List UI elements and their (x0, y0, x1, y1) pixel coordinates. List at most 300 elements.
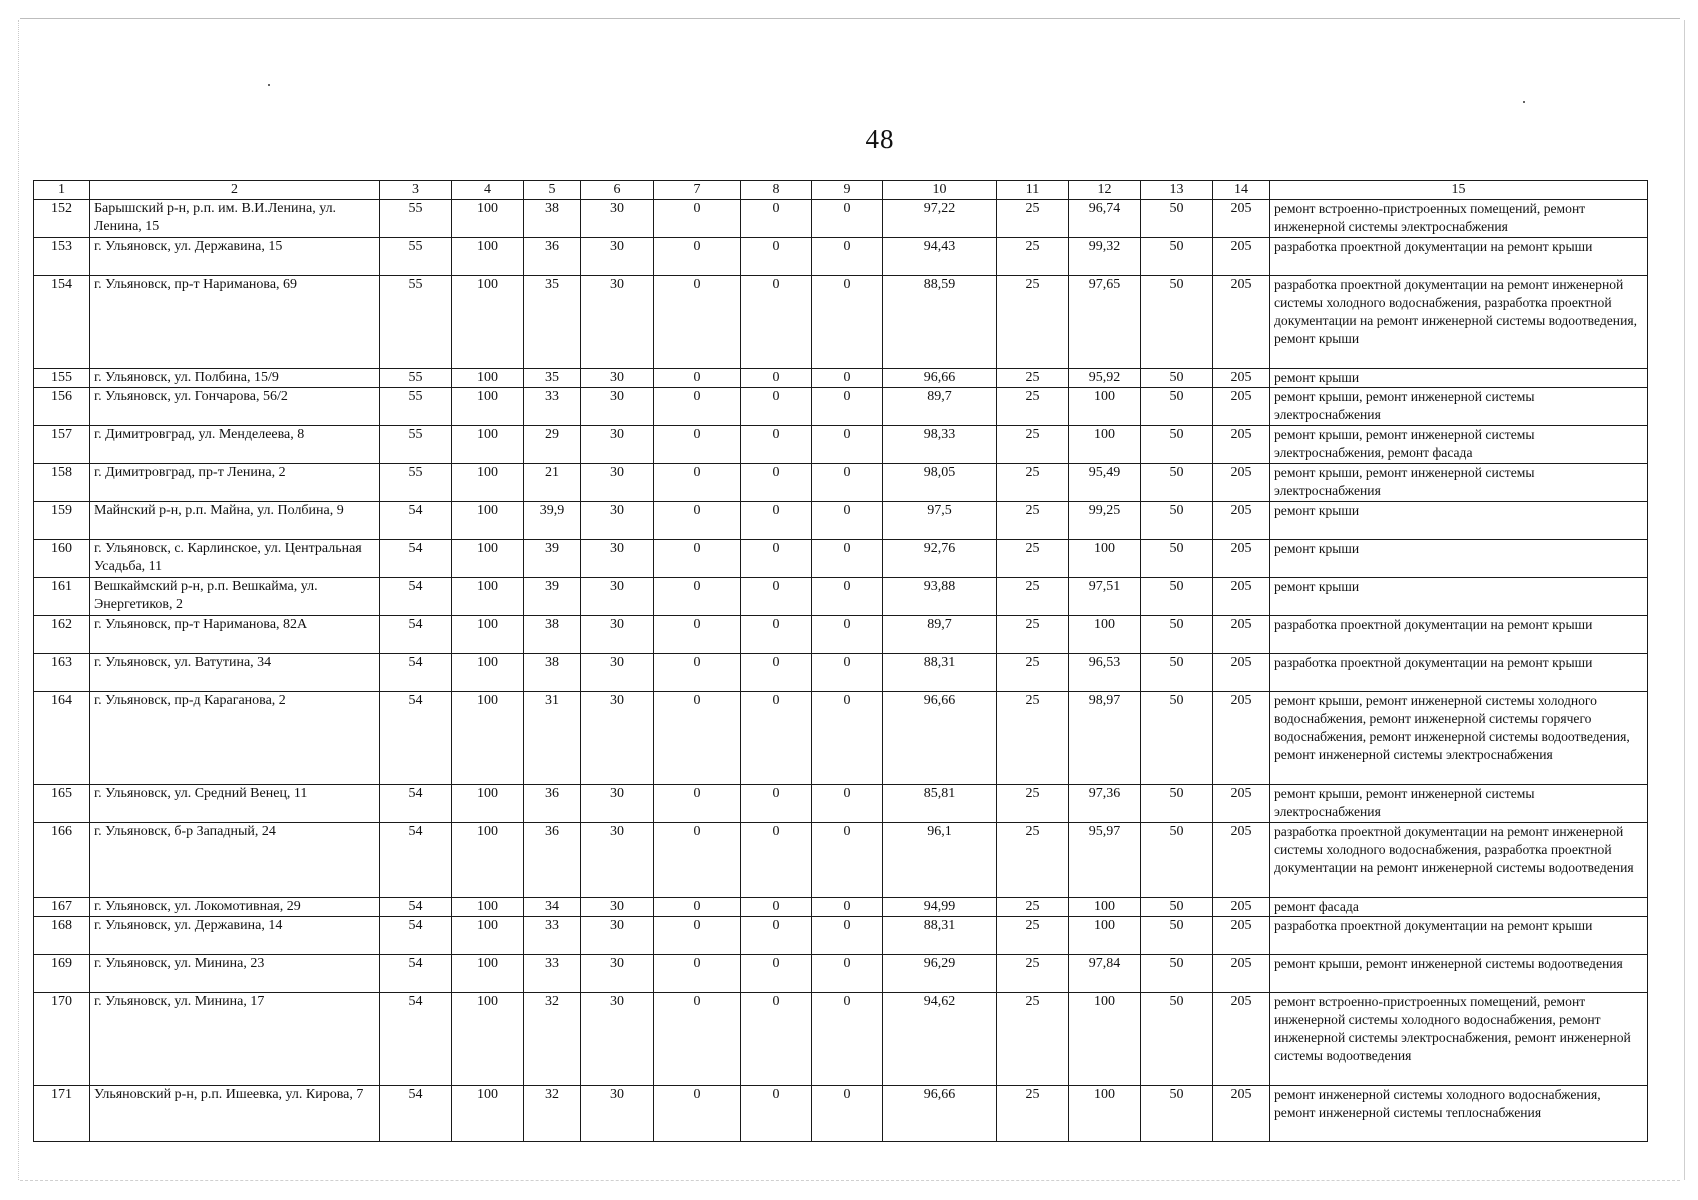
work-type-cell: ремонт крыши, ремонт инженерной системы электроснабжения (1270, 464, 1648, 502)
address-cell: Барышский р-н, р.п. им. В.И.Ленина, ул. Ленина, 15 (90, 200, 380, 238)
value-cell: 54 (380, 955, 452, 993)
value-cell: 100 (452, 464, 524, 502)
value-cell: 0 (741, 785, 812, 823)
column-header: 14 (1213, 181, 1270, 200)
address-cell: Вешкаймский р-н, р.п. Вешкайма, ул. Энергетиков, 2 (90, 578, 380, 616)
address-cell: г. Ульяновск, ул. Минина, 17 (90, 993, 380, 1086)
value-cell: 205 (1213, 898, 1270, 917)
value-cell: 0 (741, 426, 812, 464)
work-type-cell: ремонт крыши, ремонт инженерной системы электроснабжения (1270, 388, 1648, 426)
table-row (34, 616, 1648, 654)
value-cell: 30 (581, 692, 654, 785)
value-cell: 205 (1213, 540, 1270, 578)
value-cell: 0 (654, 898, 741, 917)
value-cell: 54 (380, 785, 452, 823)
value-cell: 25 (997, 654, 1069, 692)
value-cell: 54 (380, 1086, 452, 1142)
value-cell: 100 (452, 426, 524, 464)
row-number-cell: 155 (34, 369, 90, 388)
row-number-cell: 153 (34, 238, 90, 276)
value-cell: 94,43 (883, 238, 997, 276)
column-header: 4 (452, 181, 524, 200)
value-cell: 32 (524, 1086, 581, 1142)
value-cell: 50 (1141, 540, 1213, 578)
table-row (34, 369, 1648, 388)
value-cell: 30 (581, 917, 654, 955)
value-cell: 30 (581, 654, 654, 692)
value-cell: 0 (812, 388, 883, 426)
value-cell: 0 (654, 426, 741, 464)
table-row (34, 578, 1648, 616)
work-type-cell: разработка проектной документации на ремонт крыши (1270, 616, 1648, 654)
value-cell: 50 (1141, 200, 1213, 238)
value-cell: 25 (997, 540, 1069, 578)
value-cell: 30 (581, 426, 654, 464)
row-number-cell: 158 (34, 464, 90, 502)
value-cell: 25 (997, 955, 1069, 993)
table-row (34, 426, 1648, 464)
value-cell: 100 (452, 540, 524, 578)
value-cell: 205 (1213, 955, 1270, 993)
value-cell: 100 (1069, 917, 1141, 955)
value-cell: 100 (452, 917, 524, 955)
value-cell: 30 (581, 276, 654, 369)
value-cell: 29 (524, 426, 581, 464)
value-cell: 205 (1213, 1086, 1270, 1142)
value-cell: 33 (524, 917, 581, 955)
value-cell: 205 (1213, 276, 1270, 369)
value-cell: 0 (812, 898, 883, 917)
page-number: 48 (865, 124, 895, 154)
value-cell: 50 (1141, 502, 1213, 540)
value-cell: 0 (812, 426, 883, 464)
value-cell: 0 (654, 917, 741, 955)
value-cell: 30 (581, 993, 654, 1086)
value-cell: 30 (581, 464, 654, 502)
value-cell: 0 (812, 654, 883, 692)
value-cell: 100 (1069, 1086, 1141, 1142)
row-number-cell: 159 (34, 502, 90, 540)
value-cell: 0 (812, 369, 883, 388)
value-cell: 205 (1213, 388, 1270, 426)
value-cell: 96,29 (883, 955, 997, 993)
value-cell: 30 (581, 200, 654, 238)
value-cell: 55 (380, 276, 452, 369)
column-header: 10 (883, 181, 997, 200)
table-row (34, 502, 1648, 540)
value-cell: 97,36 (1069, 785, 1141, 823)
value-cell: 25 (997, 464, 1069, 502)
value-cell: 32 (524, 993, 581, 1086)
address-cell: г. Ульяновск, пр-т Нариманова, 69 (90, 276, 380, 369)
value-cell: 0 (812, 502, 883, 540)
value-cell: 0 (741, 917, 812, 955)
value-cell: 205 (1213, 917, 1270, 955)
value-cell: 97,5 (883, 502, 997, 540)
scan-speck (268, 84, 270, 86)
value-cell: 96,1 (883, 823, 997, 898)
scan-edge-bottom (20, 1180, 1680, 1181)
column-header: 7 (654, 181, 741, 200)
value-cell: 95,49 (1069, 464, 1141, 502)
value-cell: 100 (1069, 388, 1141, 426)
value-cell: 25 (997, 276, 1069, 369)
value-cell: 0 (741, 464, 812, 502)
value-cell: 205 (1213, 578, 1270, 616)
value-cell: 25 (997, 692, 1069, 785)
column-header: 13 (1141, 181, 1213, 200)
value-cell: 55 (380, 426, 452, 464)
value-cell: 38 (524, 200, 581, 238)
row-number-cell: 168 (34, 917, 90, 955)
value-cell: 205 (1213, 238, 1270, 276)
value-cell: 50 (1141, 464, 1213, 502)
value-cell: 100 (452, 785, 524, 823)
address-cell: г. Ульяновск, с. Карлинское, ул. Центральная Усадьба, 11 (90, 540, 380, 578)
value-cell: 0 (812, 692, 883, 785)
value-cell: 33 (524, 388, 581, 426)
value-cell: 96,74 (1069, 200, 1141, 238)
scan-edge-left (18, 20, 19, 1180)
value-cell: 0 (741, 1086, 812, 1142)
row-number-cell: 162 (34, 616, 90, 654)
value-cell: 30 (581, 238, 654, 276)
value-cell: 50 (1141, 616, 1213, 654)
value-cell: 35 (524, 276, 581, 369)
row-number-cell: 152 (34, 200, 90, 238)
value-cell: 30 (581, 502, 654, 540)
value-cell: 100 (1069, 616, 1141, 654)
scan-edge-top (20, 18, 1680, 19)
value-cell: 25 (997, 426, 1069, 464)
value-cell: 100 (452, 502, 524, 540)
value-cell: 89,7 (883, 616, 997, 654)
row-number-cell: 170 (34, 993, 90, 1086)
value-cell: 50 (1141, 388, 1213, 426)
value-cell: 100 (1069, 993, 1141, 1086)
work-type-cell: ремонт крыши (1270, 502, 1648, 540)
value-cell: 34 (524, 898, 581, 917)
value-cell: 50 (1141, 917, 1213, 955)
value-cell: 0 (812, 1086, 883, 1142)
value-cell: 88,31 (883, 654, 997, 692)
value-cell: 205 (1213, 993, 1270, 1086)
work-type-cell: ремонт встроенно-пристроенных помещений, ремонт инженерной системы электроснабжения (1270, 200, 1648, 238)
value-cell: 25 (997, 785, 1069, 823)
value-cell: 30 (581, 616, 654, 654)
value-cell: 98,33 (883, 426, 997, 464)
value-cell: 0 (741, 388, 812, 426)
work-type-cell: ремонт крыши, ремонт инженерной системы водоотведения (1270, 955, 1648, 993)
value-cell: 92,76 (883, 540, 997, 578)
value-cell: 94,99 (883, 898, 997, 917)
table-row (34, 823, 1648, 898)
address-cell: г. Ульяновск, ул. Минина, 23 (90, 955, 380, 993)
table-row (34, 540, 1648, 578)
value-cell: 30 (581, 388, 654, 426)
work-type-cell: ремонт инженерной системы холодного водоснабжения, ремонт инженерной системы теплоснабжения (1270, 1086, 1648, 1142)
address-cell: г. Ульяновск, ул. Полбина, 15/9 (90, 369, 380, 388)
value-cell: 31 (524, 692, 581, 785)
table-row (34, 654, 1648, 692)
value-cell: 50 (1141, 654, 1213, 692)
value-cell: 30 (581, 1086, 654, 1142)
value-cell: 0 (654, 369, 741, 388)
value-cell: 0 (654, 654, 741, 692)
value-cell: 35 (524, 369, 581, 388)
value-cell: 54 (380, 993, 452, 1086)
table-row (34, 200, 1648, 238)
value-cell: 0 (812, 276, 883, 369)
value-cell: 0 (812, 238, 883, 276)
value-cell: 0 (654, 502, 741, 540)
value-cell: 98,05 (883, 464, 997, 502)
value-cell: 36 (524, 238, 581, 276)
address-cell: Майнский р-н, р.п. Майна, ул. Полбина, 9 (90, 502, 380, 540)
value-cell: 50 (1141, 692, 1213, 785)
value-cell: 99,25 (1069, 502, 1141, 540)
value-cell: 85,81 (883, 785, 997, 823)
value-cell: 100 (452, 388, 524, 426)
value-cell: 0 (654, 692, 741, 785)
table-row (34, 898, 1648, 917)
value-cell: 0 (741, 578, 812, 616)
value-cell: 100 (452, 654, 524, 692)
value-cell: 33 (524, 955, 581, 993)
value-cell: 25 (997, 823, 1069, 898)
value-cell: 0 (812, 785, 883, 823)
row-number-cell: 160 (34, 540, 90, 578)
value-cell: 25 (997, 898, 1069, 917)
address-cell: г. Ульяновск, пр-т Нариманова, 82А (90, 616, 380, 654)
work-type-cell: ремонт крыши (1270, 578, 1648, 616)
value-cell: 96,66 (883, 369, 997, 388)
value-cell: 205 (1213, 616, 1270, 654)
value-cell: 0 (741, 898, 812, 917)
value-cell: 25 (997, 388, 1069, 426)
address-cell: г. Ульяновск, ул. Державина, 15 (90, 238, 380, 276)
value-cell: 88,31 (883, 917, 997, 955)
value-cell: 25 (997, 502, 1069, 540)
address-cell: г. Ульяновск, ул. Ватутина, 34 (90, 654, 380, 692)
column-header: 2 (90, 181, 380, 200)
row-number-cell: 154 (34, 276, 90, 369)
value-cell: 30 (581, 578, 654, 616)
value-cell: 205 (1213, 369, 1270, 388)
header-row (34, 181, 1648, 200)
value-cell: 97,22 (883, 200, 997, 238)
value-cell: 0 (741, 692, 812, 785)
value-cell: 55 (380, 238, 452, 276)
value-cell: 100 (1069, 426, 1141, 464)
value-cell: 95,97 (1069, 823, 1141, 898)
work-type-cell: ремонт крыши (1270, 369, 1648, 388)
table-row (34, 785, 1648, 823)
table-row (34, 388, 1648, 426)
value-cell: 100 (452, 238, 524, 276)
value-cell: 0 (741, 276, 812, 369)
value-cell: 38 (524, 654, 581, 692)
value-cell: 54 (380, 917, 452, 955)
value-cell: 100 (452, 993, 524, 1086)
value-cell: 30 (581, 823, 654, 898)
value-cell: 0 (812, 823, 883, 898)
value-cell: 99,32 (1069, 238, 1141, 276)
value-cell: 0 (812, 540, 883, 578)
row-number-cell: 167 (34, 898, 90, 917)
address-cell: г. Ульяновск, пр-д Караганова, 2 (90, 692, 380, 785)
value-cell: 0 (654, 540, 741, 578)
row-number-cell: 166 (34, 823, 90, 898)
value-cell: 100 (1069, 898, 1141, 917)
row-number-cell: 157 (34, 426, 90, 464)
value-cell: 0 (654, 238, 741, 276)
value-cell: 54 (380, 654, 452, 692)
value-cell: 205 (1213, 785, 1270, 823)
column-header: 9 (812, 181, 883, 200)
table-row (34, 238, 1648, 276)
row-number-cell: 163 (34, 654, 90, 692)
value-cell: 30 (581, 540, 654, 578)
value-cell: 94,62 (883, 993, 997, 1086)
value-cell: 55 (380, 200, 452, 238)
value-cell: 55 (380, 388, 452, 426)
table-row (34, 276, 1648, 369)
value-cell: 54 (380, 540, 452, 578)
value-cell: 0 (741, 823, 812, 898)
work-type-cell: разработка проектной документации на ремонт крыши (1270, 654, 1648, 692)
value-cell: 54 (380, 898, 452, 917)
column-header: 5 (524, 181, 581, 200)
value-cell: 36 (524, 823, 581, 898)
value-cell: 100 (452, 692, 524, 785)
value-cell: 50 (1141, 578, 1213, 616)
row-number-cell: 164 (34, 692, 90, 785)
work-type-cell: разработка проектной документации на ремонт крыши (1270, 917, 1648, 955)
value-cell: 0 (654, 200, 741, 238)
value-cell: 0 (812, 955, 883, 993)
table-row (34, 955, 1648, 993)
value-cell: 0 (741, 616, 812, 654)
value-cell: 0 (654, 955, 741, 993)
value-cell: 25 (997, 1086, 1069, 1142)
value-cell: 0 (654, 276, 741, 369)
scan-speck (1523, 101, 1525, 103)
row-number-cell: 169 (34, 955, 90, 993)
value-cell: 54 (380, 578, 452, 616)
value-cell: 0 (741, 369, 812, 388)
data-table (33, 180, 1648, 1142)
table-row (34, 993, 1648, 1086)
value-cell: 0 (812, 616, 883, 654)
address-cell: Ульяновский р-н, р.п. Ишеевка, ул. Кирова, 7 (90, 1086, 380, 1142)
column-header: 12 (1069, 181, 1141, 200)
value-cell: 30 (581, 955, 654, 993)
value-cell: 55 (380, 464, 452, 502)
value-cell: 55 (380, 369, 452, 388)
value-cell: 0 (654, 823, 741, 898)
value-cell: 25 (997, 917, 1069, 955)
work-type-cell: ремонт крыши (1270, 540, 1648, 578)
value-cell: 96,53 (1069, 654, 1141, 692)
scan-edge-right (1684, 20, 1685, 1180)
work-type-cell: разработка проектной документации на ремонт инженерной системы холодного водоснабжения, разработка проектной документации на ремонт инженерной системы водоотведения, ремонт крыши (1270, 276, 1648, 369)
row-number-cell: 165 (34, 785, 90, 823)
value-cell: 100 (452, 898, 524, 917)
value-cell: 0 (812, 993, 883, 1086)
value-cell: 54 (380, 616, 452, 654)
value-cell: 205 (1213, 200, 1270, 238)
value-cell: 21 (524, 464, 581, 502)
address-cell: г. Димитровград, пр-т Ленина, 2 (90, 464, 380, 502)
column-header: 8 (741, 181, 812, 200)
value-cell: 50 (1141, 898, 1213, 917)
value-cell: 0 (654, 388, 741, 426)
value-cell: 100 (1069, 540, 1141, 578)
value-cell: 0 (741, 993, 812, 1086)
address-cell: г. Ульяновск, ул. Державина, 14 (90, 917, 380, 955)
value-cell: 0 (654, 578, 741, 616)
value-cell: 0 (654, 616, 741, 654)
column-header: 15 (1270, 181, 1648, 200)
value-cell: 96,66 (883, 1086, 997, 1142)
value-cell: 0 (741, 502, 812, 540)
value-cell: 25 (997, 238, 1069, 276)
work-type-cell: разработка проектной документации на ремонт инженерной системы холодного водоснабжения, разработка проектной документации на ремонт инженерной системы водоотведения (1270, 823, 1648, 898)
value-cell: 39 (524, 540, 581, 578)
value-cell: 93,88 (883, 578, 997, 616)
row-number-cell: 161 (34, 578, 90, 616)
value-cell: 96,66 (883, 692, 997, 785)
value-cell: 0 (812, 200, 883, 238)
column-header: 6 (581, 181, 654, 200)
value-cell: 0 (812, 578, 883, 616)
work-type-cell: ремонт крыши, ремонт инженерной системы электроснабжения, ремонт фасада (1270, 426, 1648, 464)
value-cell: 205 (1213, 426, 1270, 464)
value-cell: 100 (452, 1086, 524, 1142)
address-cell: г. Ульяновск, ул. Средний Венец, 11 (90, 785, 380, 823)
value-cell: 50 (1141, 785, 1213, 823)
value-cell: 100 (452, 578, 524, 616)
value-cell: 54 (380, 502, 452, 540)
work-type-cell: ремонт крыши, ремонт инженерной системы холодного водоснабжения, ремонт инженерной системы горячего водоснабжения, ремонт инженерной системы водоотведения, ремонт инженерной системы электроснабжения (1270, 692, 1648, 785)
address-cell: г. Ульяновск, б-р Западный, 24 (90, 823, 380, 898)
value-cell: 30 (581, 785, 654, 823)
value-cell: 0 (812, 464, 883, 502)
address-cell: г. Ульяновск, ул. Гончарова, 56/2 (90, 388, 380, 426)
value-cell: 39,9 (524, 502, 581, 540)
value-cell: 205 (1213, 823, 1270, 898)
column-header: 3 (380, 181, 452, 200)
value-cell: 98,97 (1069, 692, 1141, 785)
value-cell: 0 (741, 200, 812, 238)
table-row (34, 917, 1648, 955)
value-cell: 0 (654, 464, 741, 502)
value-cell: 54 (380, 692, 452, 785)
row-number-cell: 156 (34, 388, 90, 426)
value-cell: 100 (452, 369, 524, 388)
work-type-cell: ремонт встроенно-пристроенных помещений, ремонт инженерной системы холодного водоснабжения, ремонт инженерной системы электроснабжения, ремонт инженерной системы водоотведения (1270, 993, 1648, 1086)
value-cell: 89,7 (883, 388, 997, 426)
table-row (34, 1086, 1648, 1142)
value-cell: 50 (1141, 426, 1213, 464)
value-cell: 0 (654, 1086, 741, 1142)
value-cell: 97,51 (1069, 578, 1141, 616)
work-type-cell: разработка проектной документации на ремонт крыши (1270, 238, 1648, 276)
value-cell: 95,92 (1069, 369, 1141, 388)
value-cell: 50 (1141, 823, 1213, 898)
value-cell: 38 (524, 616, 581, 654)
